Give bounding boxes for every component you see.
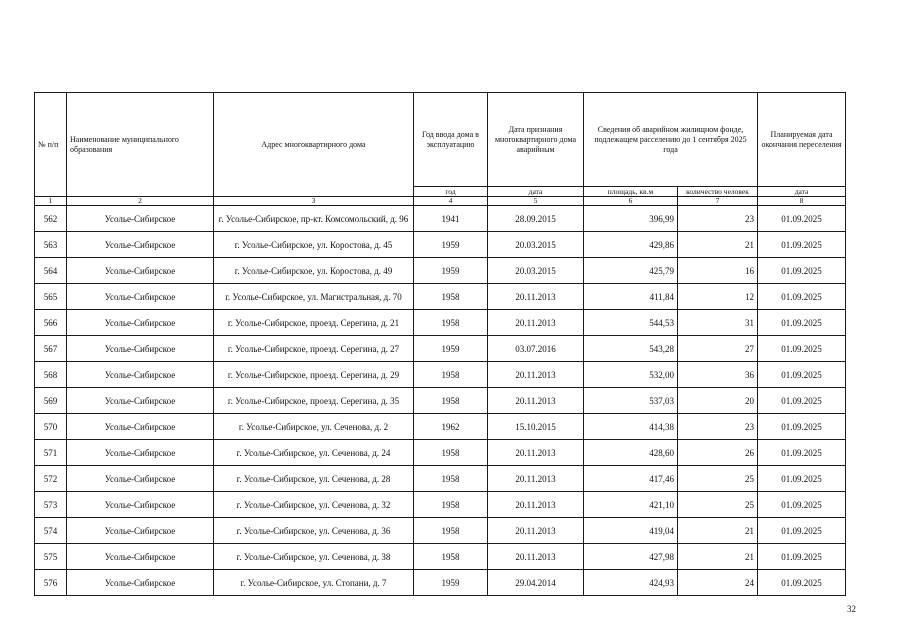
planned-end-date: 01.09.2025 bbox=[758, 466, 846, 492]
build-year: 1958 bbox=[414, 284, 488, 310]
municipality-name: Усолье-Сибирское bbox=[67, 310, 214, 336]
municipality-name: Усолье-Сибирское bbox=[67, 518, 214, 544]
area-value: 396,99 bbox=[584, 206, 678, 232]
people-count: 24 bbox=[678, 570, 758, 596]
build-year: 1958 bbox=[414, 440, 488, 466]
people-count: 12 bbox=[678, 284, 758, 310]
recognition-date: 29.04.2014 bbox=[488, 570, 584, 596]
area-value: 532,00 bbox=[584, 362, 678, 388]
people-count: 21 bbox=[678, 544, 758, 570]
house-address: г. Усолье-Сибирское, ул. Сеченова, д. 38 bbox=[214, 544, 414, 570]
column-number: 6 bbox=[584, 197, 678, 206]
recognition-date: 20.11.2013 bbox=[488, 440, 584, 466]
area-value: 543,28 bbox=[584, 336, 678, 362]
people-count: 25 bbox=[678, 492, 758, 518]
table-row bbox=[35, 492, 846, 518]
table-row bbox=[35, 414, 846, 440]
header-no: № п/п bbox=[35, 93, 67, 197]
row-number: 576 bbox=[35, 570, 67, 596]
build-year: 1958 bbox=[414, 310, 488, 336]
area-value: 419,04 bbox=[584, 518, 678, 544]
column-number: 8 bbox=[758, 197, 846, 206]
resettlement-table bbox=[34, 92, 846, 596]
municipality-name: Усолье-Сибирское bbox=[67, 414, 214, 440]
build-year: 1958 bbox=[414, 388, 488, 414]
recognition-date: 20.11.2013 bbox=[488, 492, 584, 518]
municipality-name: Усолье-Сибирское bbox=[67, 492, 214, 518]
area-value: 421,10 bbox=[584, 492, 678, 518]
build-year: 1958 bbox=[414, 492, 488, 518]
house-address: г. Усолье-Сибирское, проезд. Серегина, д. 27 bbox=[214, 336, 414, 362]
house-address: г. Усолье-Сибирское, ул. Сеченова, д. 32 bbox=[214, 492, 414, 518]
build-year: 1958 bbox=[414, 466, 488, 492]
people-count: 23 bbox=[678, 206, 758, 232]
table-row bbox=[35, 310, 846, 336]
recognition-date: 20.03.2015 bbox=[488, 232, 584, 258]
recognition-date: 15.10.2015 bbox=[488, 414, 584, 440]
build-year: 1958 bbox=[414, 362, 488, 388]
area-value: 411,84 bbox=[584, 284, 678, 310]
recognition-date: 20.11.2013 bbox=[488, 284, 584, 310]
area-value: 424,93 bbox=[584, 570, 678, 596]
row-number: 563 bbox=[35, 232, 67, 258]
header-address: Адрес многоквартирного дома bbox=[214, 93, 414, 197]
table-row bbox=[35, 570, 846, 596]
planned-end-date: 01.09.2025 bbox=[758, 284, 846, 310]
people-count: 36 bbox=[678, 362, 758, 388]
column-number: 2 bbox=[67, 197, 214, 206]
municipality-name: Усолье-Сибирское bbox=[67, 440, 214, 466]
planned-end-date: 01.09.2025 bbox=[758, 232, 846, 258]
table-row bbox=[35, 284, 846, 310]
page-number: 32 bbox=[847, 604, 856, 614]
area-value: 427,98 bbox=[584, 544, 678, 570]
municipality-name: Усолье-Сибирское bbox=[67, 206, 214, 232]
recognition-date: 20.03.2015 bbox=[488, 258, 584, 284]
header-recognition-date: Дата признания многоквартирного дома аварийным bbox=[488, 93, 584, 187]
people-count: 26 bbox=[678, 440, 758, 466]
subheader-date: дата bbox=[488, 187, 584, 197]
recognition-date: 20.11.2013 bbox=[488, 362, 584, 388]
row-number: 574 bbox=[35, 518, 67, 544]
table-row bbox=[35, 232, 846, 258]
subheader-area: площадь, кв.м bbox=[584, 187, 678, 197]
row-number: 564 bbox=[35, 258, 67, 284]
recognition-date: 20.11.2013 bbox=[488, 310, 584, 336]
row-number: 573 bbox=[35, 492, 67, 518]
planned-end-date: 01.09.2025 bbox=[758, 258, 846, 284]
municipality-name: Усолье-Сибирское bbox=[67, 362, 214, 388]
planned-end-date: 01.09.2025 bbox=[758, 310, 846, 336]
header-municipality: Наименование муниципального образования bbox=[67, 93, 214, 197]
planned-end-date: 01.09.2025 bbox=[758, 570, 846, 596]
row-number: 571 bbox=[35, 440, 67, 466]
row-number: 568 bbox=[35, 362, 67, 388]
table-row bbox=[35, 388, 846, 414]
planned-end-date: 01.09.2025 bbox=[758, 414, 846, 440]
planned-end-date: 01.09.2025 bbox=[758, 440, 846, 466]
row-number: 567 bbox=[35, 336, 67, 362]
table-row bbox=[35, 362, 846, 388]
subheader-year: год bbox=[414, 187, 488, 197]
municipality-name: Усолье-Сибирское bbox=[67, 570, 214, 596]
municipality-name: Усолье-Сибирское bbox=[67, 232, 214, 258]
build-year: 1962 bbox=[414, 414, 488, 440]
area-value: 544,53 bbox=[584, 310, 678, 336]
house-address: г. Усолье-Сибирское, ул. Коростова, д. 49 bbox=[214, 258, 414, 284]
table-row bbox=[35, 258, 846, 284]
row-number: 572 bbox=[35, 466, 67, 492]
table-body bbox=[35, 206, 846, 596]
column-number: 4 bbox=[414, 197, 488, 206]
municipality-name: Усолье-Сибирское bbox=[67, 336, 214, 362]
row-number: 575 bbox=[35, 544, 67, 570]
people-count: 31 bbox=[678, 310, 758, 336]
recognition-date: 20.11.2013 bbox=[488, 388, 584, 414]
people-count: 20 bbox=[678, 388, 758, 414]
build-year: 1959 bbox=[414, 232, 488, 258]
build-year: 1959 bbox=[414, 570, 488, 596]
house-address: г. Усолье-Сибирское, проезд. Серегина, д. 35 bbox=[214, 388, 414, 414]
area-value: 537,03 bbox=[584, 388, 678, 414]
subheader-planned: дата bbox=[758, 187, 846, 197]
municipality-name: Усолье-Сибирское bbox=[67, 258, 214, 284]
planned-end-date: 01.09.2025 bbox=[758, 544, 846, 570]
column-number: 1 bbox=[35, 197, 67, 206]
people-count: 21 bbox=[678, 518, 758, 544]
row-number: 569 bbox=[35, 388, 67, 414]
planned-end-date: 01.09.2025 bbox=[758, 336, 846, 362]
column-number: 3 bbox=[214, 197, 414, 206]
row-number: 565 bbox=[35, 284, 67, 310]
build-year: 1958 bbox=[414, 544, 488, 570]
house-address: г. Усолье-Сибирское, ул. Стопани, д. 7 bbox=[214, 570, 414, 596]
house-address: г. Усолье-Сибирское, ул. Сеченова, д. 2 bbox=[214, 414, 414, 440]
build-year: 1958 bbox=[414, 518, 488, 544]
recognition-date: 03.07.2016 bbox=[488, 336, 584, 362]
area-value: 417,46 bbox=[584, 466, 678, 492]
table-row bbox=[35, 544, 846, 570]
house-address: г. Усолье-Сибирское, проезд. Серегина, д. 29 bbox=[214, 362, 414, 388]
people-count: 27 bbox=[678, 336, 758, 362]
people-count: 16 bbox=[678, 258, 758, 284]
recognition-date: 20.11.2013 bbox=[488, 518, 584, 544]
column-number: 7 bbox=[678, 197, 758, 206]
house-address: г. Усолье-Сибирское, ул. Коростова, д. 45 bbox=[214, 232, 414, 258]
recognition-date: 20.11.2013 bbox=[488, 466, 584, 492]
house-address: г. Усолье-Сибирское, ул. Сеченова, д. 36 bbox=[214, 518, 414, 544]
area-value: 414,38 bbox=[584, 414, 678, 440]
header-planned-date: Планируемая дата окончания переселения bbox=[758, 93, 846, 187]
build-year: 1941 bbox=[414, 206, 488, 232]
header-fund-info: Сведения об аварийном жилищном фонде, подлежащем расселению до 1 сентября 2025 года bbox=[584, 93, 758, 187]
municipality-name: Усолье-Сибирское bbox=[67, 544, 214, 570]
build-year: 1959 bbox=[414, 336, 488, 362]
build-year: 1959 bbox=[414, 258, 488, 284]
row-number: 570 bbox=[35, 414, 67, 440]
recognition-date: 28.09.2015 bbox=[488, 206, 584, 232]
people-count: 25 bbox=[678, 466, 758, 492]
row-number: 566 bbox=[35, 310, 67, 336]
planned-end-date: 01.09.2025 bbox=[758, 492, 846, 518]
table-row bbox=[35, 336, 846, 362]
table-row bbox=[35, 518, 846, 544]
municipality-name: Усолье-Сибирское bbox=[67, 466, 214, 492]
area-value: 425,79 bbox=[584, 258, 678, 284]
table-row bbox=[35, 206, 846, 232]
area-value: 429,86 bbox=[584, 232, 678, 258]
planned-end-date: 01.09.2025 bbox=[758, 388, 846, 414]
planned-end-date: 01.09.2025 bbox=[758, 518, 846, 544]
house-address: г. Усолье-Сибирское, пр-кт. Комсомольский, д. 96 bbox=[214, 206, 414, 232]
planned-end-date: 01.09.2025 bbox=[758, 206, 846, 232]
municipality-name: Усолье-Сибирское bbox=[67, 284, 214, 310]
house-address: г. Усолье-Сибирское, ул. Магистральная, д. 70 bbox=[214, 284, 414, 310]
subheader-people: количество человек bbox=[678, 187, 758, 197]
table-row bbox=[35, 466, 846, 492]
header-row bbox=[35, 93, 846, 187]
recognition-date: 20.11.2013 bbox=[488, 544, 584, 570]
planned-end-date: 01.09.2025 bbox=[758, 362, 846, 388]
header-year: Год ввода дома в эксплуатацию bbox=[414, 93, 488, 187]
municipality-name: Усолье-Сибирское bbox=[67, 388, 214, 414]
house-address: г. Усолье-Сибирское, проезд. Серегина, д. 21 bbox=[214, 310, 414, 336]
table-row bbox=[35, 440, 846, 466]
people-count: 23 bbox=[678, 414, 758, 440]
area-value: 428,60 bbox=[584, 440, 678, 466]
house-address: г. Усолье-Сибирское, ул. Сеченова, д. 28 bbox=[214, 466, 414, 492]
row-number: 562 bbox=[35, 206, 67, 232]
column-number-row bbox=[35, 197, 846, 206]
column-number: 5 bbox=[488, 197, 584, 206]
house-address: г. Усолье-Сибирское, ул. Сеченова, д. 24 bbox=[214, 440, 414, 466]
people-count: 21 bbox=[678, 232, 758, 258]
